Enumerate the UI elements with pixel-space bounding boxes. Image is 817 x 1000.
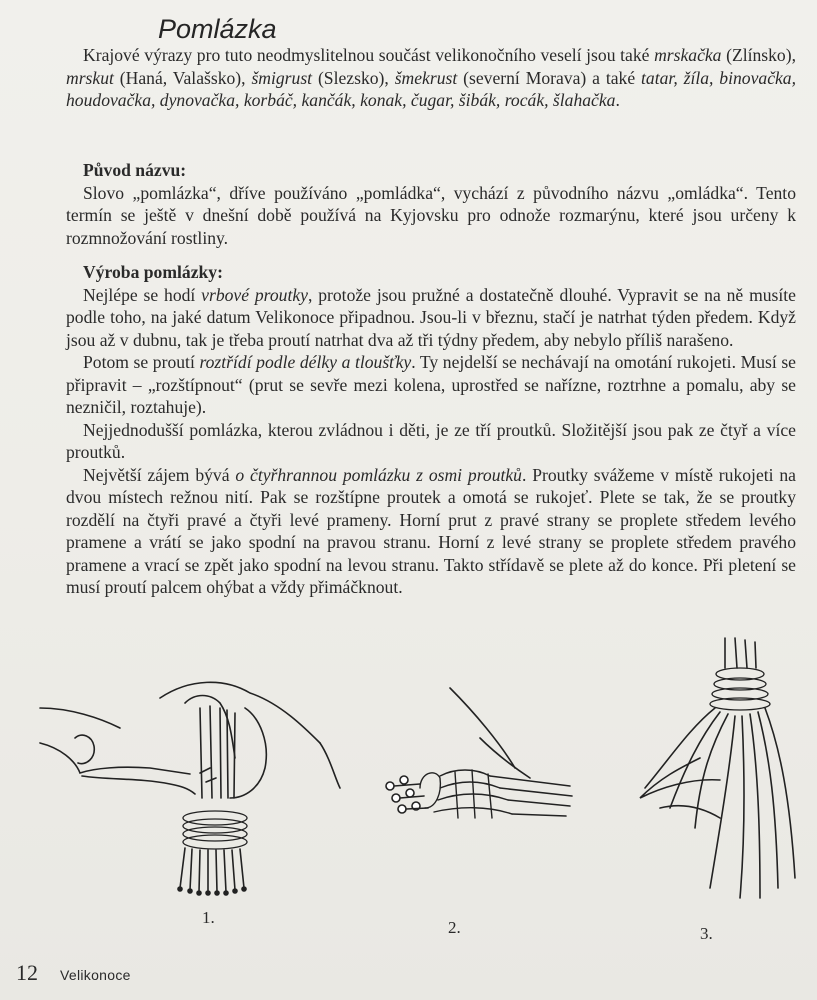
making-p1 bbox=[66, 284, 796, 352]
origin-text: Slovo „pomlázka“, dříve používáno „pomládka“, vychází z původního názvu „omládka“. Tento termín se ještě v dnešní době používá na Kyjovsku pro odnože rozmarýnu, které jsou určeny k rozmnožování rostliny. bbox=[66, 182, 796, 248]
making-p2-t1: Potom se proutí bbox=[83, 352, 200, 372]
figure-3-illustration bbox=[600, 628, 810, 918]
intro-t4: (Slezsko), bbox=[312, 67, 395, 88]
figure-1-caption: 1. bbox=[202, 908, 215, 927]
intro-t3: (Haná, Valašsko), bbox=[113, 67, 252, 88]
figure-2-caption: 2. bbox=[448, 918, 461, 937]
making-p1-i1: vrbové proutky bbox=[201, 284, 308, 305]
intro-t6: . bbox=[615, 90, 620, 110]
making-p4-i1: o čtyřhrannou pomlázku z osmi proutků bbox=[235, 464, 522, 485]
making-heading: Výroba pomlázky: bbox=[83, 262, 223, 282]
figure-2-illustration bbox=[380, 668, 580, 868]
making-p2-t2: . Ty nejdelší se nechávají na omotání rukojeti. Musí se připravit – „rozštípnout“ (prut se sevře mezi kolena, uprostřed se nařízne, roztrhne a pomalu, aby se nezničil, roztahuje). bbox=[66, 352, 796, 417]
intro-i4: šmekrust bbox=[394, 67, 458, 88]
making-p3: Nejjednodušší pomlázka, kterou zvládnou i děti, je ze tří proutků. Složitější jsou pak ze čtyř a více proutků. bbox=[66, 419, 796, 462]
origin-heading: Původ názvu: bbox=[83, 160, 187, 180]
figures bbox=[0, 628, 817, 958]
figure-3-caption: 3. bbox=[700, 924, 713, 943]
making-p2 bbox=[66, 351, 796, 419]
book-title: Velikonoce bbox=[60, 967, 131, 983]
intro-t5: (severní Morava) a také bbox=[457, 67, 642, 88]
intro-i5: tatar, žíla, binovačka, houdovačka, dynovačka, korbáč, kančák, konak, čugar, šibák, rocák, šlahačka bbox=[66, 67, 797, 110]
intro-paragraph bbox=[66, 44, 796, 112]
making-p4 bbox=[66, 464, 796, 599]
intro-t1: Krajové výrazy pro tuto neodmyslitelnou součást velikonočního veselí jsou také bbox=[83, 45, 655, 65]
page-title: Pomlázka bbox=[158, 14, 277, 44]
making-section bbox=[66, 261, 796, 599]
making-p1-t1: Nejlépe se hodí bbox=[83, 284, 202, 305]
intro-t2: (Zlínsko), bbox=[721, 45, 796, 65]
making-p4-t1: Největší zájem bývá bbox=[83, 464, 236, 485]
making-p1-t2: , protože jsou pružné a dostatečně dlouhé. Vypravit se na ně musíte podle toho, na jaké datum Velikonoce připadnou. Jsou-li v březnu, stačí je natrhat týden předem. Když jsou až v dubnu, tak je třeba proutí natrhat dva až tři týdny předem, aby nebylo příliš narašeno. bbox=[66, 284, 796, 350]
making-p2-i1: roztřídí podle délky a tloušťky bbox=[199, 352, 412, 372]
making-p4-t2: . Proutky svážeme v místě rukojeti na dvou místech režnou nití. Pak se rozštípne proutek a omotá se rukojeť. Plete se tak, že se proutky rozdělí na čtyři pravé a čtyři levé prameny. Horní prut z pravé strany se proplete středem levého pramene a vrátí se jako spodní na pravou stranu. Horní z levé strany se proplete středem pravého pramene a vrací se zpět jako spodní na levou stranu. Takto střídavě se plete až do konce. Při pletení se musí proutí palcem ohýbat a vždy přimáčknout. bbox=[66, 464, 796, 597]
origin-section bbox=[66, 159, 796, 249]
intro-i3: šmigrust bbox=[251, 67, 313, 88]
intro-i2: mrskut bbox=[66, 67, 114, 88]
page-number: 12 bbox=[16, 960, 38, 985]
intro-text bbox=[66, 44, 796, 112]
intro-i1: mrskačka bbox=[654, 45, 722, 65]
figure-1-illustration bbox=[20, 648, 360, 908]
